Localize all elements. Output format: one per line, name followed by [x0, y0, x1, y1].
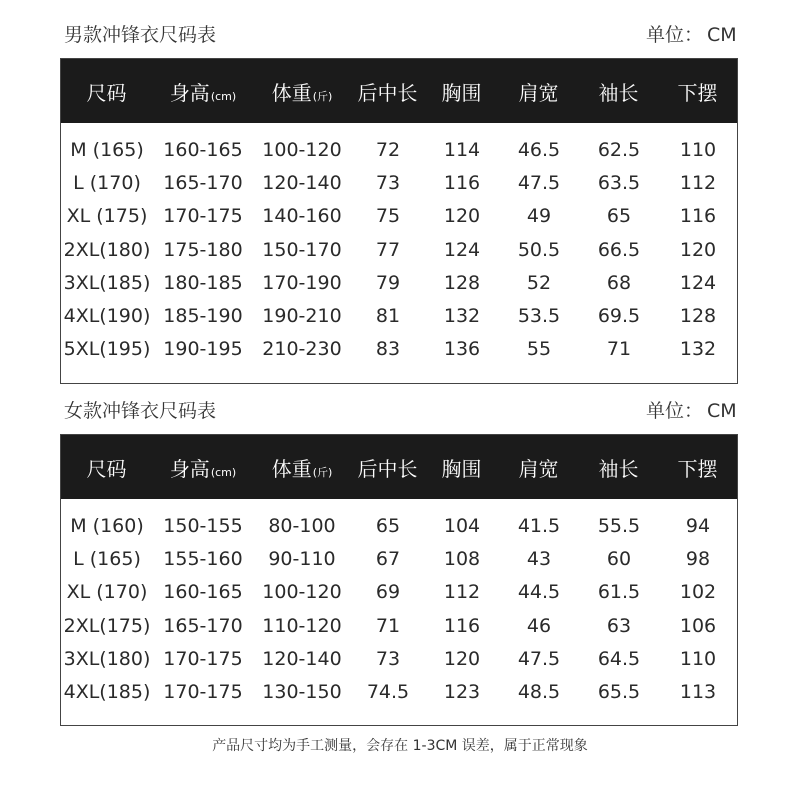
header-chest: 胸围 [441, 456, 482, 481]
cell-back-length: 79 [375, 271, 401, 294]
table-row [61, 133, 737, 166]
table-row [61, 299, 737, 332]
cell-height: 160-165 [163, 581, 243, 604]
cell-back-length: 81 [375, 305, 401, 328]
cell-chest: 120 [443, 205, 481, 228]
cell-weight: 90-110 [268, 547, 336, 570]
cell-weight: 190-210 [262, 305, 342, 328]
cell-sleeve: 68 [606, 271, 632, 294]
cell-back-length: 65 [375, 514, 401, 537]
cell-hem: 94 [685, 514, 711, 537]
table-row [61, 576, 737, 609]
header-sleeve: 袖长 [598, 80, 639, 105]
table-row [61, 166, 737, 199]
cell-shoulder: 41.5 [517, 514, 561, 537]
header-size: 尺码 [86, 80, 127, 105]
cell-weight: 110-120 [262, 614, 342, 637]
cell-size: 4XL(190) [63, 305, 151, 328]
cell-height: 170-175 [163, 681, 243, 704]
cell-height: 150-155 [163, 514, 243, 537]
header-height: 身高(cm) [169, 456, 237, 481]
cell-height: 170-175 [163, 205, 243, 228]
men-table-body [61, 123, 737, 366]
header-shoulder: 肩宽 [518, 456, 559, 481]
table-row [61, 675, 737, 708]
cell-chest: 124 [443, 238, 481, 261]
cell-hem: 116 [679, 205, 717, 228]
cell-weight: 130-150 [262, 681, 342, 704]
cell-shoulder: 50.5 [517, 238, 561, 261]
cell-sleeve: 62.5 [597, 138, 641, 161]
cell-back-length: 75 [375, 205, 401, 228]
cell-sleeve: 71 [606, 338, 632, 361]
cell-sleeve: 60 [606, 547, 632, 570]
header-back-length: 后中长 [357, 456, 418, 481]
cell-size: 4XL(185) [63, 681, 151, 704]
cell-hem: 102 [679, 581, 717, 604]
table-row [61, 542, 737, 575]
cell-chest: 136 [443, 338, 481, 361]
cell-height: 185-190 [163, 305, 243, 328]
cell-height: 170-175 [163, 647, 243, 670]
cell-sleeve: 64.5 [597, 647, 641, 670]
cell-back-length: 74.5 [366, 681, 410, 704]
cell-hem: 128 [679, 305, 717, 328]
cell-height: 155-160 [163, 547, 243, 570]
cell-weight: 100-120 [262, 138, 342, 161]
men-size-table [60, 58, 738, 384]
table-row [61, 333, 737, 366]
women-table-header [61, 435, 737, 499]
cell-shoulder: 49 [526, 205, 552, 228]
women-size-table [60, 434, 738, 726]
women-section-title: 女款冲锋衣尺码表 [64, 400, 217, 422]
cell-sleeve: 65 [606, 205, 632, 228]
cell-shoulder: 53.5 [517, 305, 561, 328]
cell-size: XL (175) [66, 205, 148, 228]
header-hem: 下摆 [677, 80, 718, 105]
cell-weight: 210-230 [262, 338, 342, 361]
header-sleeve: 袖长 [598, 456, 639, 481]
table-row [61, 233, 737, 266]
women-unit-label: 单位： CM [646, 400, 737, 422]
cell-size: L (165) [73, 547, 141, 570]
women-table-body [61, 499, 737, 709]
measurement-note: 产品尺寸均为手工测量，会存在 1-3CM 误差，属于正常现象 [212, 738, 588, 754]
cell-hem: 98 [685, 547, 711, 570]
men-unit-label: 单位： CM [646, 24, 737, 46]
header-back-length: 后中长 [357, 80, 418, 105]
header-weight: 体重(斤) [271, 80, 333, 105]
cell-weight: 170-190 [262, 271, 342, 294]
cell-height: 165-170 [163, 171, 243, 194]
cell-back-length: 73 [375, 647, 401, 670]
cell-shoulder: 55 [526, 338, 552, 361]
cell-back-length: 73 [375, 171, 401, 194]
cell-hem: 120 [679, 238, 717, 261]
cell-shoulder: 47.5 [517, 171, 561, 194]
cell-height: 190-195 [163, 338, 243, 361]
cell-weight: 120-140 [262, 171, 342, 194]
cell-sleeve: 66.5 [597, 238, 641, 261]
cell-size: 2XL(180) [63, 238, 151, 261]
cell-back-length: 72 [375, 138, 401, 161]
cell-weight: 140-160 [262, 205, 342, 228]
cell-size: M (165) [70, 138, 144, 161]
header-chest: 胸围 [441, 80, 482, 105]
cell-chest: 114 [443, 138, 481, 161]
cell-height: 160-165 [163, 138, 243, 161]
cell-back-length: 77 [375, 238, 401, 261]
cell-size: 3XL(185) [63, 271, 151, 294]
cell-back-length: 67 [375, 547, 401, 570]
cell-hem: 112 [679, 171, 717, 194]
cell-chest: 104 [443, 514, 481, 537]
cell-chest: 132 [443, 305, 481, 328]
cell-size: L (170) [73, 171, 141, 194]
cell-shoulder: 46 [526, 614, 552, 637]
cell-back-length: 71 [375, 614, 401, 637]
cell-weight: 100-120 [262, 581, 342, 604]
table-row [61, 509, 737, 542]
cell-shoulder: 46.5 [517, 138, 561, 161]
header-size: 尺码 [86, 456, 127, 481]
cell-size: M (160) [70, 514, 144, 537]
cell-sleeve: 69.5 [597, 305, 641, 328]
header-shoulder: 肩宽 [518, 80, 559, 105]
table-row [61, 266, 737, 299]
table-row [61, 642, 737, 675]
cell-chest: 108 [443, 547, 481, 570]
header-height: 身高(cm) [169, 80, 237, 105]
cell-sleeve: 61.5 [597, 581, 641, 604]
cell-height: 165-170 [163, 614, 243, 637]
table-row [61, 200, 737, 233]
men-section-title: 男款冲锋衣尺码表 [64, 24, 217, 46]
cell-hem: 106 [679, 614, 717, 637]
cell-hem: 132 [679, 338, 717, 361]
cell-chest: 116 [443, 614, 481, 637]
cell-back-length: 69 [375, 581, 401, 604]
cell-shoulder: 48.5 [517, 681, 561, 704]
cell-size: 3XL(180) [63, 647, 151, 670]
cell-weight: 150-170 [262, 238, 342, 261]
cell-chest: 120 [443, 647, 481, 670]
table-row [61, 609, 737, 642]
cell-hem: 124 [679, 271, 717, 294]
cell-chest: 112 [443, 581, 481, 604]
header-weight: 体重(斤) [271, 456, 333, 481]
cell-weight: 120-140 [262, 647, 342, 670]
cell-sleeve: 63 [606, 614, 632, 637]
cell-shoulder: 52 [526, 271, 552, 294]
men-table-header [61, 59, 737, 123]
cell-sleeve: 55.5 [597, 514, 641, 537]
cell-chest: 128 [443, 271, 481, 294]
cell-hem: 110 [679, 647, 717, 670]
cell-weight: 80-100 [268, 514, 336, 537]
cell-shoulder: 44.5 [517, 581, 561, 604]
cell-sleeve: 65.5 [597, 681, 641, 704]
cell-chest: 116 [443, 171, 481, 194]
cell-back-length: 83 [375, 338, 401, 361]
header-hem: 下摆 [677, 456, 718, 481]
cell-height: 180-185 [163, 271, 243, 294]
cell-shoulder: 47.5 [517, 647, 561, 670]
cell-chest: 123 [443, 681, 481, 704]
cell-size: XL (170) [66, 581, 148, 604]
cell-height: 175-180 [163, 238, 243, 261]
cell-sleeve: 63.5 [597, 171, 641, 194]
cell-hem: 110 [679, 138, 717, 161]
cell-hem: 113 [679, 681, 717, 704]
cell-shoulder: 43 [526, 547, 552, 570]
cell-size: 5XL(195) [63, 338, 151, 361]
cell-size: 2XL(175) [63, 614, 151, 637]
